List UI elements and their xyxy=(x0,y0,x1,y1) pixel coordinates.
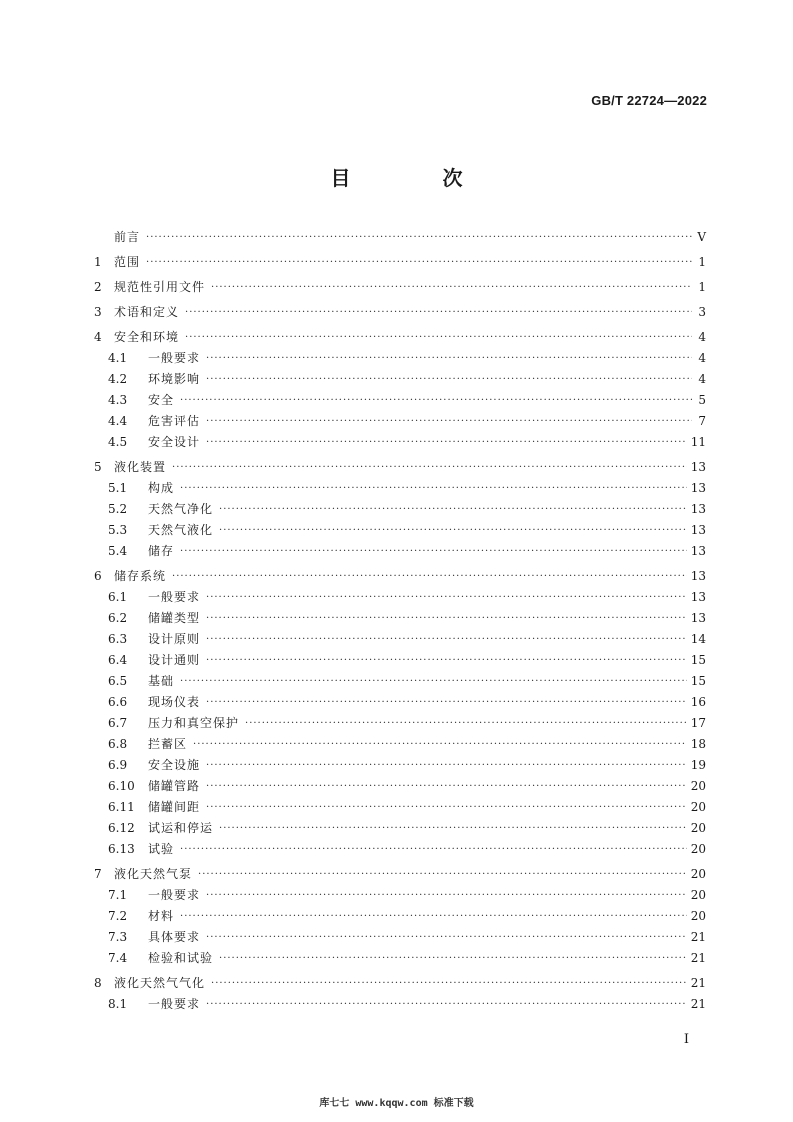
toc-entry-label: 现场仪表 xyxy=(148,695,201,709)
toc-entry-label: 设计原则 xyxy=(148,632,201,646)
toc-entry-page: 4 xyxy=(698,330,706,344)
toc-leader-dots xyxy=(206,755,687,776)
toc-entry-label: 检验和试验 xyxy=(148,951,214,965)
toc-entry-number: 7 xyxy=(94,867,102,881)
toc-entry[interactable] xyxy=(94,994,706,1015)
toc-entry-page: 13 xyxy=(690,523,706,537)
toc-leader-dots xyxy=(180,478,687,499)
toc-entry-page: 20 xyxy=(690,888,706,902)
toc-entry-label: 基础 xyxy=(148,674,175,688)
toc-entry-page: 20 xyxy=(690,779,706,793)
toc-entry-page: V xyxy=(697,230,706,244)
toc-entry-page: 16 xyxy=(690,695,706,709)
toc-entry-number: 6.13 xyxy=(108,842,135,856)
toc-leader-dots xyxy=(206,692,687,713)
toc-entry-page: 20 xyxy=(690,909,706,923)
toc-entry-page: 21 xyxy=(690,930,706,944)
toc-entry[interactable] xyxy=(94,885,706,906)
toc-entry-page: 21 xyxy=(690,976,706,990)
toc-entry-page: 13 xyxy=(690,569,706,583)
toc-entry-number: 4.1 xyxy=(108,351,128,365)
toc-entry[interactable] xyxy=(94,499,706,520)
page-number: I xyxy=(683,1032,689,1047)
toc-entry-label: 储存 xyxy=(148,544,175,558)
toc-entry-page: 11 xyxy=(690,435,706,449)
toc-entry-page: 5 xyxy=(698,393,706,407)
toc-entry-page: 4 xyxy=(698,372,706,386)
toc-leader-dots xyxy=(172,457,687,478)
toc-entry-number: 6.8 xyxy=(108,737,128,751)
toc-entry[interactable] xyxy=(94,671,706,692)
toc-entry-number: 4.2 xyxy=(108,372,128,386)
toc-entry[interactable] xyxy=(94,587,706,608)
toc-entry-page: 7 xyxy=(698,414,706,428)
toc-entry-label: 液化装置 xyxy=(114,460,167,474)
toc-entry-label: 天然气液化 xyxy=(148,523,214,537)
toc-leader-dots xyxy=(206,927,687,948)
toc-entry-page: 13 xyxy=(690,544,706,558)
toc-entry-page: 21 xyxy=(690,997,706,1011)
toc-entry-number: 2 xyxy=(94,280,102,294)
toc-entry-label: 材料 xyxy=(148,909,175,923)
toc-entry[interactable] xyxy=(94,818,706,839)
toc-entry-label: 一般要求 xyxy=(148,351,201,365)
toc-leader-dots xyxy=(245,713,687,734)
toc-entry[interactable] xyxy=(94,302,706,323)
toc-entry-number: 6.1 xyxy=(108,590,128,604)
toc-leader-dots xyxy=(206,411,692,432)
toc-entry-number: 5.2 xyxy=(108,502,128,516)
toc-entry-number: 6.5 xyxy=(108,674,128,688)
toc-entry-label: 液化天然气泵 xyxy=(114,867,193,881)
toc-entry-page: 1 xyxy=(698,255,706,269)
toc-entry[interactable] xyxy=(94,327,706,348)
toc-leader-dots xyxy=(206,650,687,671)
toc-entry[interactable] xyxy=(94,348,706,369)
toc-entry-page: 20 xyxy=(690,842,706,856)
toc-entry-page: 20 xyxy=(690,821,706,835)
toc-entry-number: 1 xyxy=(94,255,102,269)
toc-entry-page: 18 xyxy=(690,737,706,751)
toc-entry-label: 一般要求 xyxy=(148,590,201,604)
table-of-contents xyxy=(94,227,706,1015)
toc-entry-label: 一般要求 xyxy=(148,888,201,902)
toc-leader-dots xyxy=(172,566,687,587)
toc-leader-dots xyxy=(211,277,692,298)
toc-leader-dots xyxy=(219,818,687,839)
toc-entry-number: 7.3 xyxy=(108,930,128,944)
toc-entry-number: 6.3 xyxy=(108,632,128,646)
toc-entry-number: 7.2 xyxy=(108,909,128,923)
toc-entry[interactable] xyxy=(94,713,706,734)
toc-entry-number: 4.5 xyxy=(108,435,128,449)
toc-entry[interactable] xyxy=(94,277,706,298)
toc-leader-dots xyxy=(198,864,687,885)
toc-entry-page: 13 xyxy=(690,611,706,625)
toc-leader-dots xyxy=(206,432,687,453)
toc-leader-dots xyxy=(146,227,692,248)
toc-entry[interactable] xyxy=(94,973,706,994)
toc-entry[interactable] xyxy=(94,948,706,969)
toc-entry-number: 8.1 xyxy=(108,997,128,1011)
toc-entry-number: 7.4 xyxy=(108,951,128,965)
toc-entry-number: 6.9 xyxy=(108,758,128,772)
toc-entry-page: 13 xyxy=(690,481,706,495)
toc-entry-label: 设计通则 xyxy=(148,653,201,667)
toc-entry-label: 具体要求 xyxy=(148,930,201,944)
toc-entry-label: 储罐类型 xyxy=(148,611,201,625)
toc-entry[interactable] xyxy=(94,776,706,797)
toc-entry-number: 7.1 xyxy=(108,888,128,902)
toc-entry[interactable] xyxy=(94,797,706,818)
toc-entry-label: 安全设计 xyxy=(148,435,201,449)
toc-entry[interactable] xyxy=(94,390,706,411)
toc-leader-dots xyxy=(185,302,692,323)
toc-entry-label: 储存系统 xyxy=(114,569,167,583)
toc-entry-number: 4.4 xyxy=(108,414,128,428)
toc-entry[interactable] xyxy=(94,692,706,713)
toc-entry[interactable] xyxy=(94,520,706,541)
toc-leader-dots xyxy=(206,587,687,608)
standard-code: GB/T 22724—2022 xyxy=(591,93,707,108)
toc-entry-label: 试运和停运 xyxy=(148,821,214,835)
toc-entry-page: 15 xyxy=(690,653,706,667)
toc-leader-dots xyxy=(219,948,687,969)
toc-entry[interactable] xyxy=(94,411,706,432)
toc-leader-dots xyxy=(180,906,687,927)
toc-entry-label: 安全设施 xyxy=(148,758,201,772)
toc-entry-number: 6.4 xyxy=(108,653,128,667)
toc-leader-dots xyxy=(219,499,687,520)
toc-leader-dots xyxy=(180,839,687,860)
toc-entry-page: 15 xyxy=(690,674,706,688)
toc-leader-dots xyxy=(206,608,687,629)
toc-entry-page: 20 xyxy=(690,800,706,814)
toc-entry[interactable] xyxy=(94,839,706,860)
toc-entry-label: 安全 xyxy=(148,393,175,407)
toc-entry[interactable] xyxy=(94,457,706,478)
toc-entry-page: 4 xyxy=(698,351,706,365)
toc-leader-dots xyxy=(146,252,692,273)
toc-entry-label: 液化天然气气化 xyxy=(114,976,206,990)
toc-leader-dots xyxy=(206,776,687,797)
toc-entry-number: 6.7 xyxy=(108,716,128,730)
toc-leader-dots xyxy=(180,671,687,692)
toc-leader-dots xyxy=(185,327,692,348)
toc-entry-number: 6 xyxy=(94,569,102,583)
toc-entry-number: 3 xyxy=(94,305,102,319)
toc-leader-dots xyxy=(193,734,687,755)
toc-entry-label: 安全和环境 xyxy=(114,330,180,344)
toc-entry[interactable] xyxy=(94,478,706,499)
toc-entry-number: 8 xyxy=(94,976,102,990)
toc-entry[interactable] xyxy=(94,608,706,629)
toc-entry-page: 1 xyxy=(698,280,706,294)
toc-entry-number: 4 xyxy=(94,330,102,344)
toc-entry-page: 20 xyxy=(690,867,706,881)
toc-entry-page: 17 xyxy=(690,716,706,730)
toc-entry-label: 试验 xyxy=(148,842,175,856)
toc-entry-number: 6.2 xyxy=(108,611,128,625)
toc-entry[interactable] xyxy=(94,755,706,776)
toc-leader-dots xyxy=(206,994,687,1015)
toc-entry[interactable] xyxy=(94,864,706,885)
toc-entry-label: 规范性引用文件 xyxy=(114,280,206,294)
toc-entry-page: 3 xyxy=(698,305,706,319)
toc-leader-dots xyxy=(219,520,687,541)
toc-entry-page: 13 xyxy=(690,590,706,604)
toc-entry-number: 5.4 xyxy=(108,544,128,558)
toc-entry[interactable] xyxy=(94,432,706,453)
toc-entry-label: 环境影响 xyxy=(148,372,201,386)
toc-entry-label: 拦蓄区 xyxy=(148,737,188,751)
toc-entry-label: 术语和定义 xyxy=(114,305,180,319)
toc-entry[interactable] xyxy=(94,629,706,650)
toc-entry-label: 构成 xyxy=(148,481,175,495)
toc-entry-number: 4.3 xyxy=(108,393,128,407)
toc-entry-label: 天然气净化 xyxy=(148,502,214,516)
toc-entry-number: 5.1 xyxy=(108,481,128,495)
toc-entry[interactable] xyxy=(94,927,706,948)
toc-leader-dots xyxy=(206,885,687,906)
toc-entry-label: 范围 xyxy=(114,255,141,269)
toc-entry-number: 6.11 xyxy=(108,800,135,814)
toc-entry[interactable] xyxy=(94,906,706,927)
toc-leader-dots xyxy=(211,973,687,994)
toc-leader-dots xyxy=(206,797,687,818)
toc-leader-dots xyxy=(206,348,692,369)
toc-entry-label: 前言 xyxy=(114,230,141,244)
toc-leader-dots xyxy=(206,369,692,390)
toc-entry[interactable] xyxy=(94,734,706,755)
toc-entry-number: 6.12 xyxy=(108,821,135,835)
toc-entry-label: 储罐间距 xyxy=(148,800,201,814)
toc-entry[interactable] xyxy=(94,566,706,587)
page-title: 目 次 xyxy=(330,166,499,190)
toc-entry[interactable] xyxy=(94,252,706,273)
toc-entry-label: 储罐管路 xyxy=(148,779,201,793)
toc-entry-label: 一般要求 xyxy=(148,997,201,1011)
toc-entry-label: 压力和真空保护 xyxy=(148,716,240,730)
toc-leader-dots xyxy=(206,629,687,650)
footer-watermark: 库七七 www.kqqw.com 标准下载 xyxy=(319,1098,474,1109)
toc-entry-number: 5 xyxy=(94,460,102,474)
toc-entry-page: 14 xyxy=(690,632,706,646)
toc-leader-dots xyxy=(180,541,687,562)
toc-entry-page: 21 xyxy=(690,951,706,965)
toc-entry-number: 6.6 xyxy=(108,695,128,709)
toc-entry[interactable] xyxy=(94,227,706,248)
toc-entry-number: 5.3 xyxy=(108,523,128,537)
toc-entry[interactable] xyxy=(94,541,706,562)
toc-entry-label: 危害评估 xyxy=(148,414,201,428)
toc-entry-page: 13 xyxy=(690,502,706,516)
toc-entry-page: 13 xyxy=(690,460,706,474)
toc-entry-page: 19 xyxy=(690,758,706,772)
toc-entry-number: 6.10 xyxy=(108,779,135,793)
toc-entry[interactable] xyxy=(94,650,706,671)
toc-leader-dots xyxy=(180,390,692,411)
toc-entry[interactable] xyxy=(94,369,706,390)
